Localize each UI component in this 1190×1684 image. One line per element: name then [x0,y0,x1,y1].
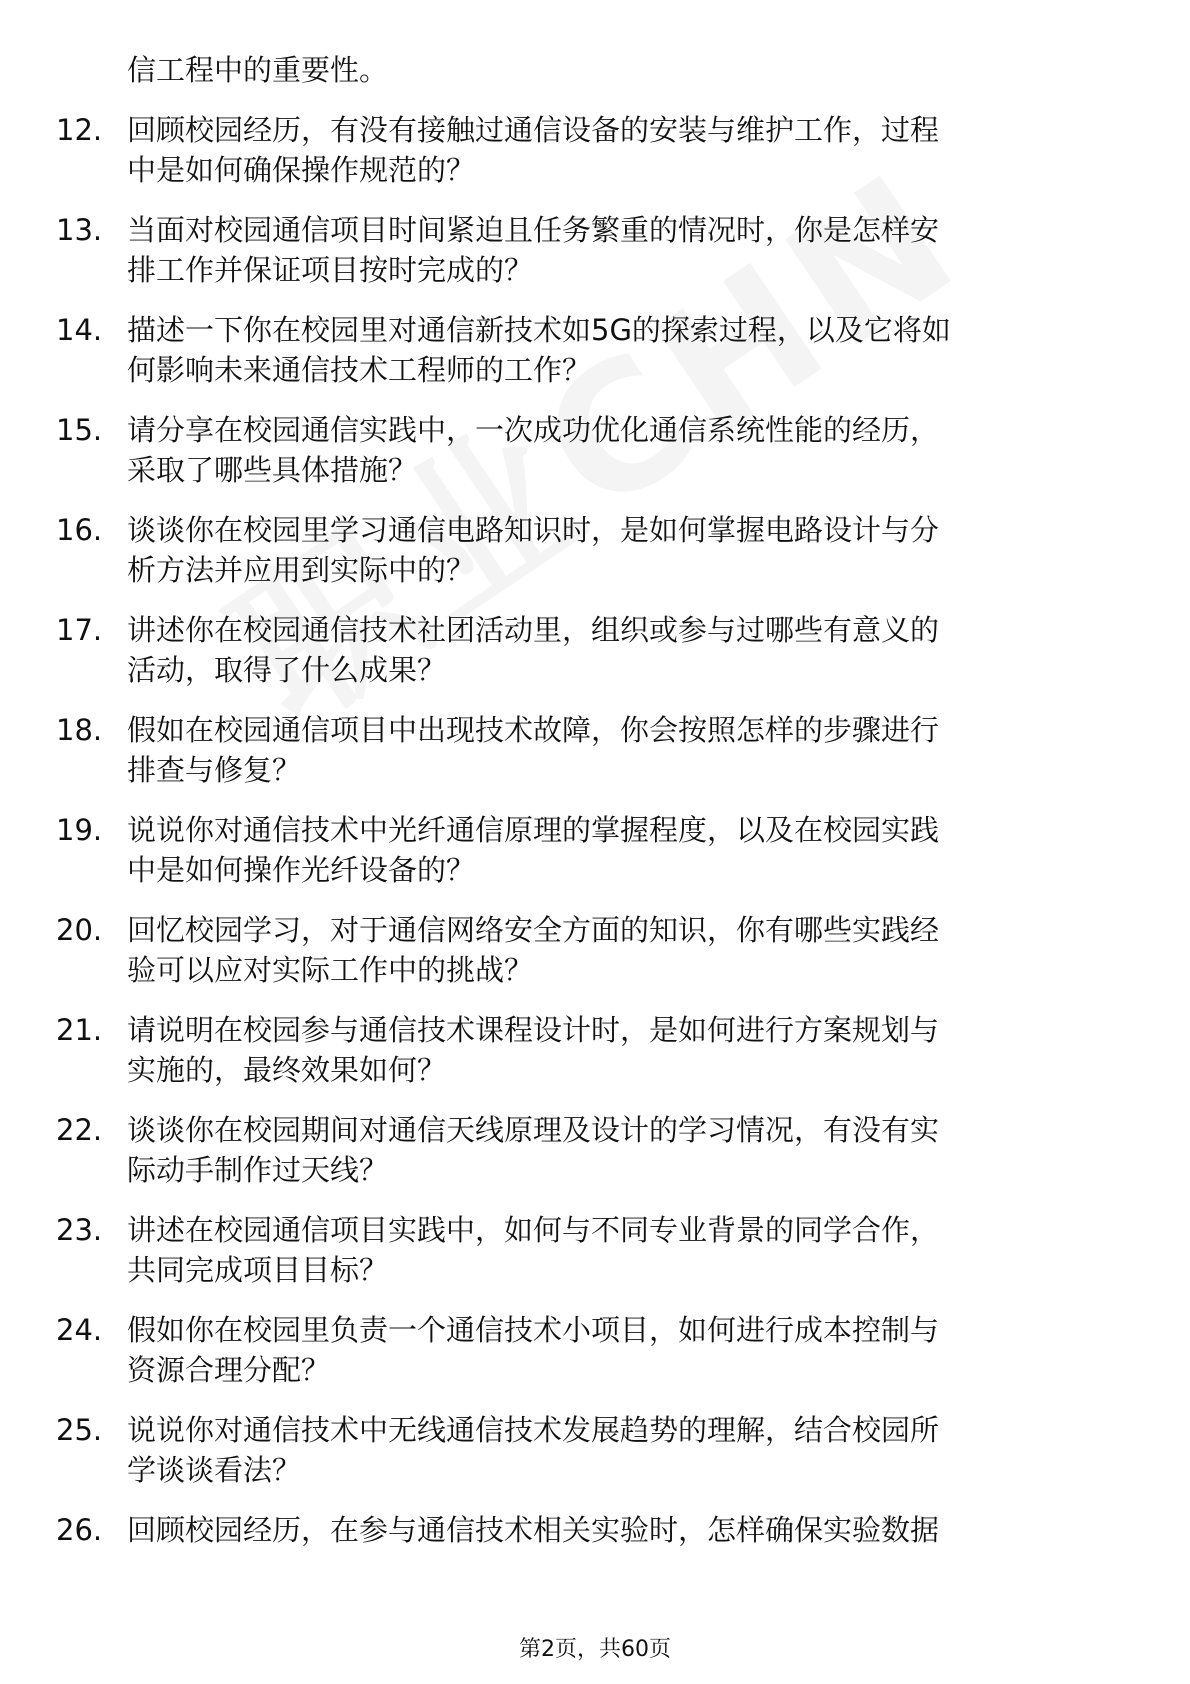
question-number: 23. [56,1213,103,1247]
question-text-line: 中是如何操作光纤设备的？ [127,853,476,887]
question-number: 25. [56,1413,103,1447]
question-text-line: 假如在校园通信项目中出现技术故障，你会按照怎样的步骤进行 [127,713,940,747]
question-item [56,510,1136,590]
question-item [56,110,1136,190]
question-text-line: 析方法并应用到实际中的？ [127,553,476,587]
question-item [56,1010,1136,1090]
question-item [56,610,1136,690]
question-number: 19. [56,813,103,847]
question-item [56,410,1136,490]
question-number: 17. [56,613,103,647]
question-text-line: 回顾校园经历，有没有接触过通信设备的安装与维护工作，过程 [127,113,940,147]
question-text-line: 学谈谈看法？ [127,1453,302,1487]
question-item [56,1210,1136,1290]
question-number: 21. [56,1013,103,1047]
question-text-line: 请分享在校园通信实践中，一次成功优化通信系统性能的经历， [127,413,940,447]
question-item [56,910,1136,990]
question-number: 14. [56,313,103,347]
question-text-line: 说说你对通信技术中无线通信技术发展趋势的理解，结合校园所 [127,1413,940,1447]
question-text-line: 验可以应对实际工作中的挑战？ [127,953,534,987]
question-item [56,1410,1136,1490]
question-text-line: 当面对校园通信项目时间紧迫且任务繁重的情况时，你是怎样安 [127,213,940,247]
question-text-line: 排工作并保证项目按时完成的？ [127,253,534,287]
question-item [56,710,1136,790]
question-number: 20. [56,913,103,947]
question-text-line: 排查与修复？ [127,753,302,787]
question-text-line: 共同完成项目目标？ [127,1253,389,1287]
question-number: 13. [56,213,103,247]
question-text-line: 谈谈你在校园里学习通信电路知识时，是如何掌握电路设计与分 [127,513,940,547]
question-number: 15. [56,413,103,447]
question-item [56,310,1136,390]
question-item [56,810,1136,890]
question-number: 18. [56,713,103,747]
question-text-line: 假如你在校园里负责一个通信技术小项目，如何进行成本控制与 [127,1313,940,1347]
question-text-line: 谈谈你在校园期间对通信天线原理及设计的学习情况，有没有实 [127,1113,940,1147]
question-item [56,1110,1136,1190]
question-item [56,1310,1136,1390]
question-text-line: 采取了哪些具体措施？ [127,453,418,487]
question-text-line: 描述一下你在校园里对通信新技术如5G的探索过程，以及它将如 [127,313,951,347]
question-text-line: 讲述你在校园通信技术社团活动里，组织或参与过哪些有意义的 [127,613,940,647]
question-text-line: 资源合理分配？ [127,1353,331,1387]
question-list [56,50,1136,1550]
question-number: 22. [56,1113,103,1147]
question-text-line: 说说你对通信技术中光纤通信原理的掌握程度，以及在校园实践 [127,813,940,847]
question-text-line: 请说明在校园参与通信技术课程设计时，是如何进行方案规划与 [127,1013,940,1047]
question-number: 16. [56,513,103,547]
question-text-line: 讲述在校园通信项目实践中，如何与不同专业背景的同学合作， [127,1213,940,1247]
question-number: 24. [56,1313,103,1347]
question-text-line: 实施的，最终效果如何？ [127,1053,447,1087]
question-text-line: 回忆校园学习，对于通信网络安全方面的知识，你有哪些实践经 [127,913,940,947]
question-number: 12. [56,113,103,147]
page-footer: 第2页，共60页 [519,1637,671,1662]
question-number: 26. [56,1513,103,1547]
question-item [56,210,1136,290]
question-text-line: 回顾校园经历，在参与通信技术相关实验时，怎样确保实验数据 [127,1513,940,1547]
question-text-line: 活动，取得了什么成果？ [127,653,447,687]
question-item [56,1510,1136,1550]
question-text-line: 中是如何确保操作规范的？ [127,153,476,187]
continuation-text: 信工程中的重要性。 [127,53,389,87]
question-text-line: 何影响未来通信技术工程师的工作？ [127,353,592,387]
question-text-line: 际动手制作过天线？ [127,1153,389,1187]
